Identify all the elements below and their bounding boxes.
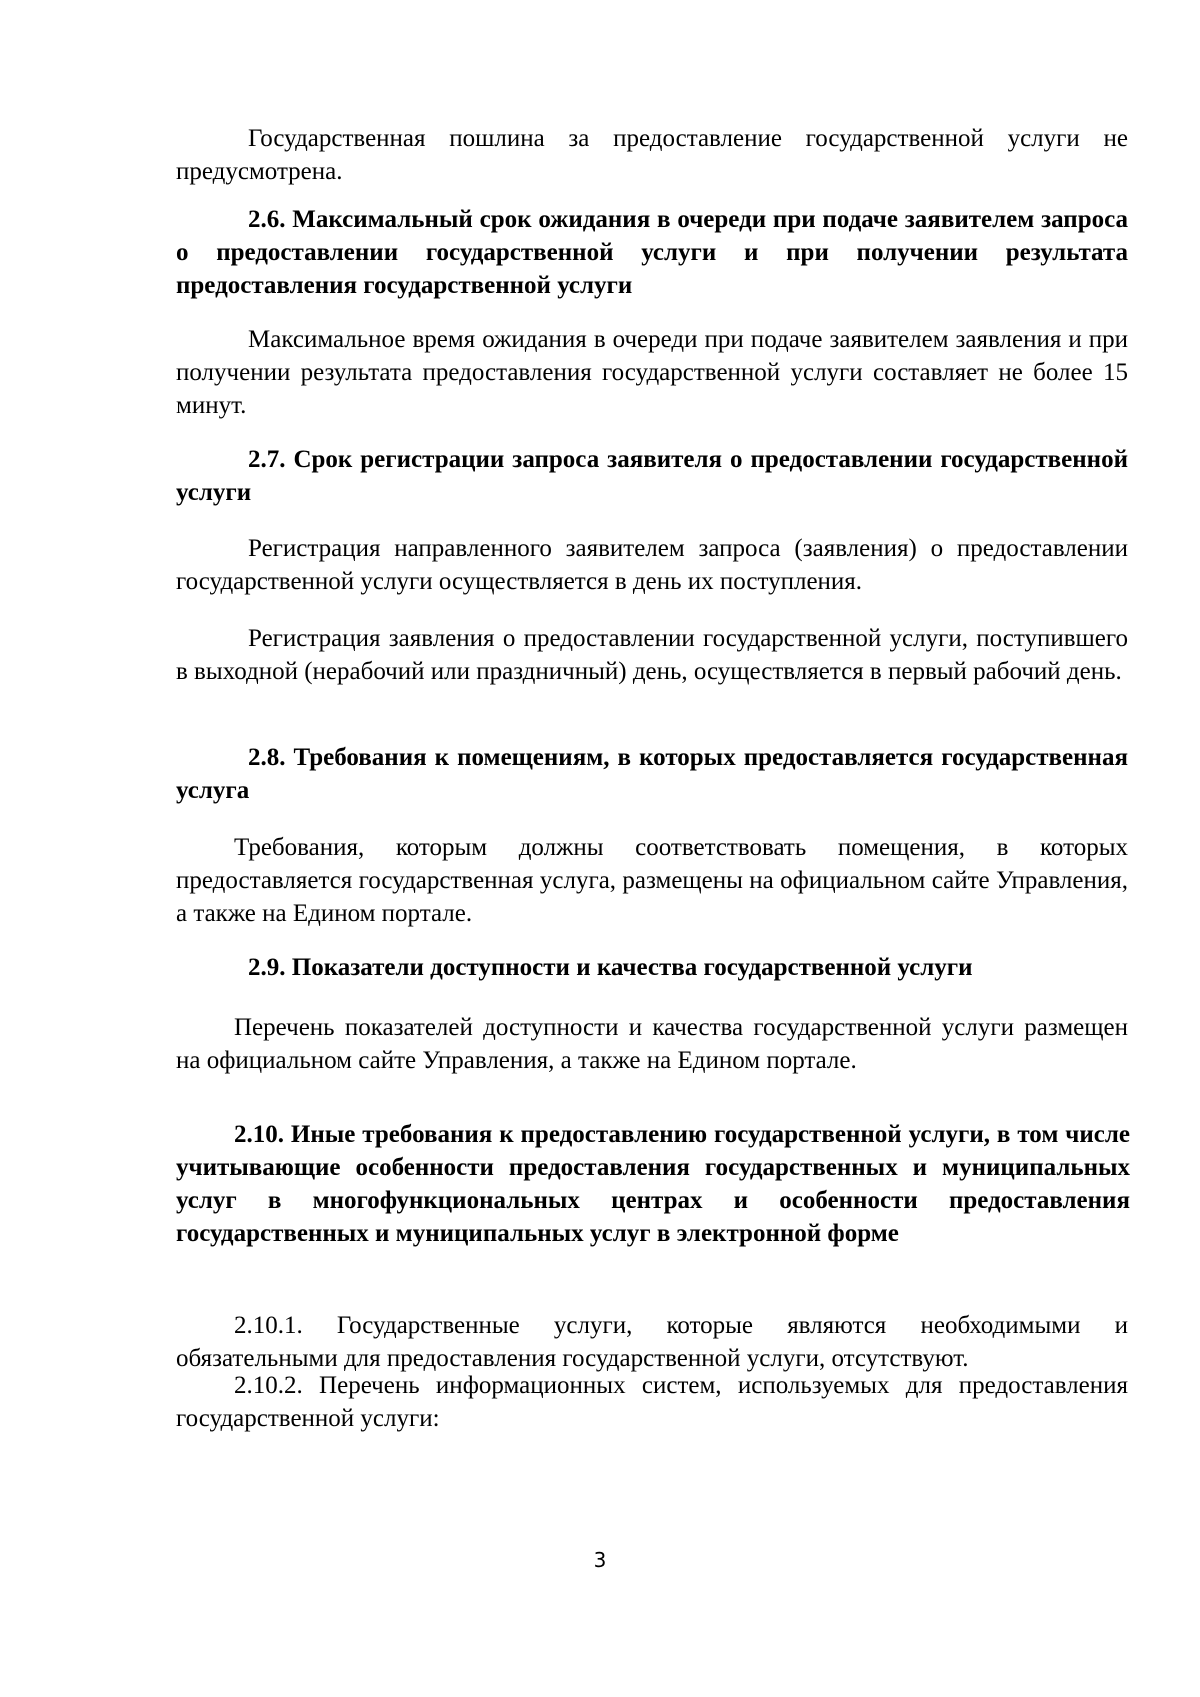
heading-2-9: 2.9. Показатели доступности и качества государственной услуги (248, 954, 973, 981)
paragraph-2-7-registration: Регистрация направленного заявителем запроса (заявления) о предоставлении государственной услуги осуществляется в день их поступления. (176, 535, 1128, 595)
paragraph-2-10-1: 2.10.1. Государственные услуги, которые являются необходимыми и обязательными для предоставления государственной услуги, отсутствуют. (176, 1312, 1128, 1372)
paragraph-state-fee: Государственная пошлина за предоставление государственной услуги не предусмотрена. (176, 125, 1128, 185)
heading-2-8: 2.8. Требования к помещениям, в которых предоставляется государственная услуга (176, 744, 1128, 804)
paragraph-2-10-2: 2.10.2. Перечень информационных систем, используемых для предоставления государственной услуги: (176, 1372, 1128, 1432)
paragraph-2-6: Максимальное время ожидания в очереди при подаче заявителем заявления и при получении результата предоставления государственной услуги составляет не более 15 минут. (176, 326, 1128, 419)
heading-2-10: 2.10. Иные требования к предоставлению государственной услуги, в том числе учитывающие особенности предоставления государственных и муниципальных услуг в многофункциональных центрах и особенности предоставления государственных и муниципальных услуг в электронной форме (176, 1121, 1130, 1247)
heading-2-7: 2.7. Срок регистрации запроса заявителя о предоставлении государственной услуги (176, 446, 1128, 506)
paragraph-2-8: Требования, которым должны соответствовать помещения, в которых предоставляется государственная услуга, размещены на официальном сайте Управления, а также на Едином портале. (176, 834, 1128, 927)
paragraph-2-7-holiday: Регистрация заявления о предоставлении государственной услуги, поступившего в выходной (нерабочий или праздничный) день, осуществляется в первый рабочий день. (176, 625, 1128, 685)
paragraph-2-9: Перечень показателей доступности и качества государственной услуги размещен на официальном сайте Управления, а также на Едином портале. (176, 1014, 1128, 1074)
page-number: 3 (593, 1548, 607, 1572)
heading-2-6: 2.6. Максимальный срок ожидания в очереди при подаче заявителем запроса о предоставлении государственной услуги и при получении результата предоставления государственной услуги (176, 206, 1128, 299)
